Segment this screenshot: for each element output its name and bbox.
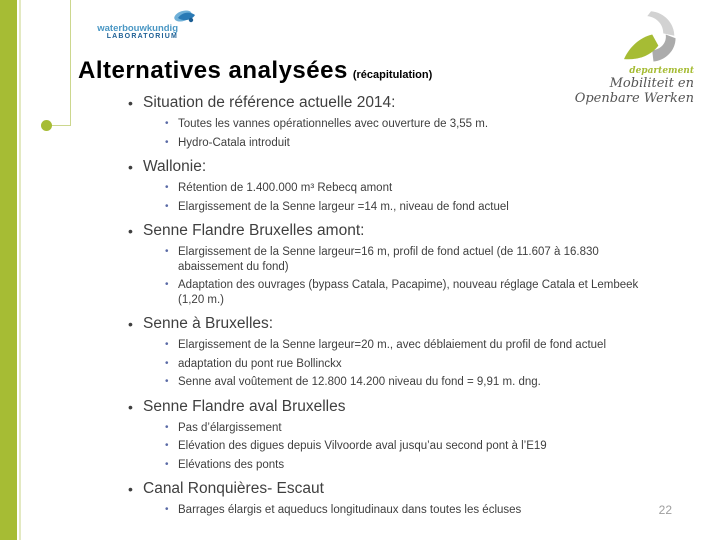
sub-bullet-icon: • xyxy=(165,182,169,193)
departement-mow-logo xyxy=(572,10,702,106)
list-item xyxy=(165,200,653,215)
bullet-icon: • xyxy=(128,398,133,415)
left-accent-stripe xyxy=(19,0,21,540)
list-item-text: Hydro-Catala introduit xyxy=(178,136,290,149)
section-heading xyxy=(128,314,653,334)
sub-bullet-icon: • xyxy=(165,458,169,470)
sub-bullet-icon: • xyxy=(165,136,169,148)
section-heading-text: Wallonie: xyxy=(143,158,207,175)
sub-bullet-icon: • xyxy=(165,279,169,290)
bullet-icon: • xyxy=(128,316,133,332)
list-item-text: Barrages élargis et aqueducs longitudinaux dans toutes les écluses xyxy=(178,504,522,516)
bullet-icon: • xyxy=(128,481,133,497)
left-accent-bar xyxy=(0,0,17,540)
section-items xyxy=(165,245,653,307)
list-item xyxy=(165,458,653,473)
list-item xyxy=(165,278,653,307)
section-items xyxy=(165,117,653,150)
list-item-text: Adaptation des ouvrages (bypass Catala, Pacapime), nouveau réglage Catala et Lembeek (1,20 m.) xyxy=(178,279,639,306)
waterbouwkundig-logo xyxy=(78,10,188,44)
list-item-text: Elévation des digues depuis Vilvoorde aval jusqu’au second pont à l’E19 xyxy=(178,440,547,452)
list-item-text: Pas d’élargissement xyxy=(178,421,282,434)
mobiliteit-text: Mobiliteit en xyxy=(609,76,694,91)
section-items xyxy=(165,421,653,473)
section-items xyxy=(165,181,653,214)
list-item-text: Elargissement de la Senne largeur=16 m, profil de fond actuel (de 11.607 à 16.830 abaissement du fond) xyxy=(178,246,599,273)
list-item-text: Elévations des ponts xyxy=(178,458,285,471)
list-item xyxy=(165,338,653,353)
decorative-horizontal-line xyxy=(50,125,71,126)
sub-bullet-icon: • xyxy=(165,504,169,515)
section-items xyxy=(165,338,653,390)
section-items xyxy=(165,503,653,518)
section-heading-text: Senne à Bruxelles: xyxy=(143,315,274,332)
list-item xyxy=(165,357,653,372)
decorative-vertical-line xyxy=(70,0,71,126)
sub-bullet-icon: • xyxy=(165,357,169,369)
sub-bullet-icon: • xyxy=(165,246,169,257)
section-heading xyxy=(128,93,653,113)
sub-bullet-icon: • xyxy=(165,376,169,387)
pinwheel-icon xyxy=(618,10,684,69)
page-number: 22 xyxy=(658,503,672,517)
list-item-text: adaptation du pont rue Bollinckx xyxy=(178,357,342,370)
list-item xyxy=(165,439,653,454)
bullet-icon: • xyxy=(128,223,133,239)
section-heading xyxy=(128,157,653,177)
section-heading xyxy=(128,479,653,499)
sub-bullet-icon: • xyxy=(165,440,169,451)
laboratorium-text: LABORATORIUM xyxy=(106,33,178,40)
sub-bullet-icon: • xyxy=(165,200,169,212)
section-heading-text: Senne Flandre aval Bruxelles xyxy=(143,397,346,415)
list-item xyxy=(165,245,653,274)
list-item xyxy=(165,117,653,132)
section-heading-text: Canal Ronquières- Escaut xyxy=(143,480,324,497)
slide-title-suffix: (récapitulation) xyxy=(352,69,433,81)
list-item xyxy=(165,136,653,151)
list-item-text: Rétention de 1.400.000 m³ Rebecq amont xyxy=(178,182,393,194)
list-item xyxy=(165,503,653,518)
departement-text: departement xyxy=(629,66,694,76)
section-heading xyxy=(128,397,653,417)
sub-bullet-icon: • xyxy=(165,421,169,433)
bullet-icon: • xyxy=(128,159,133,175)
list-item xyxy=(165,181,653,196)
waterbouwkundig-text: waterbouwkundig xyxy=(97,23,178,34)
decorative-dot xyxy=(41,120,52,131)
slide-title-main: Alternatives analysées xyxy=(78,57,348,84)
section-heading-text: Situation de référence actuelle 2014: xyxy=(143,94,396,111)
list-item-text: Toutes les vannes opérationnelles avec ouverture de 3,55 m. xyxy=(178,118,489,130)
list-item xyxy=(165,421,653,436)
openbare-werken-text: Openbare Werken xyxy=(574,91,694,106)
section-heading xyxy=(128,221,653,241)
sub-bullet-icon: • xyxy=(165,118,169,129)
bullet-icon: • xyxy=(128,95,133,111)
sub-bullet-icon: • xyxy=(165,339,169,350)
section-heading-text: Senne Flandre Bruxelles amont: xyxy=(143,222,365,239)
slide-title xyxy=(78,57,598,85)
list-item-text: Senne aval voûtement de 12.800 14.200 niveau du fond = 9,91 m. dng. xyxy=(178,376,541,388)
list-item-text: Elargissement de la Senne largeur =14 m., niveau de fond actuel xyxy=(178,200,509,213)
list-item xyxy=(165,375,653,390)
slide-content xyxy=(128,93,653,522)
list-item-text: Elargissement de la Senne largeur=20 m., avec déblaiement du profil de fond actuel xyxy=(178,339,606,351)
